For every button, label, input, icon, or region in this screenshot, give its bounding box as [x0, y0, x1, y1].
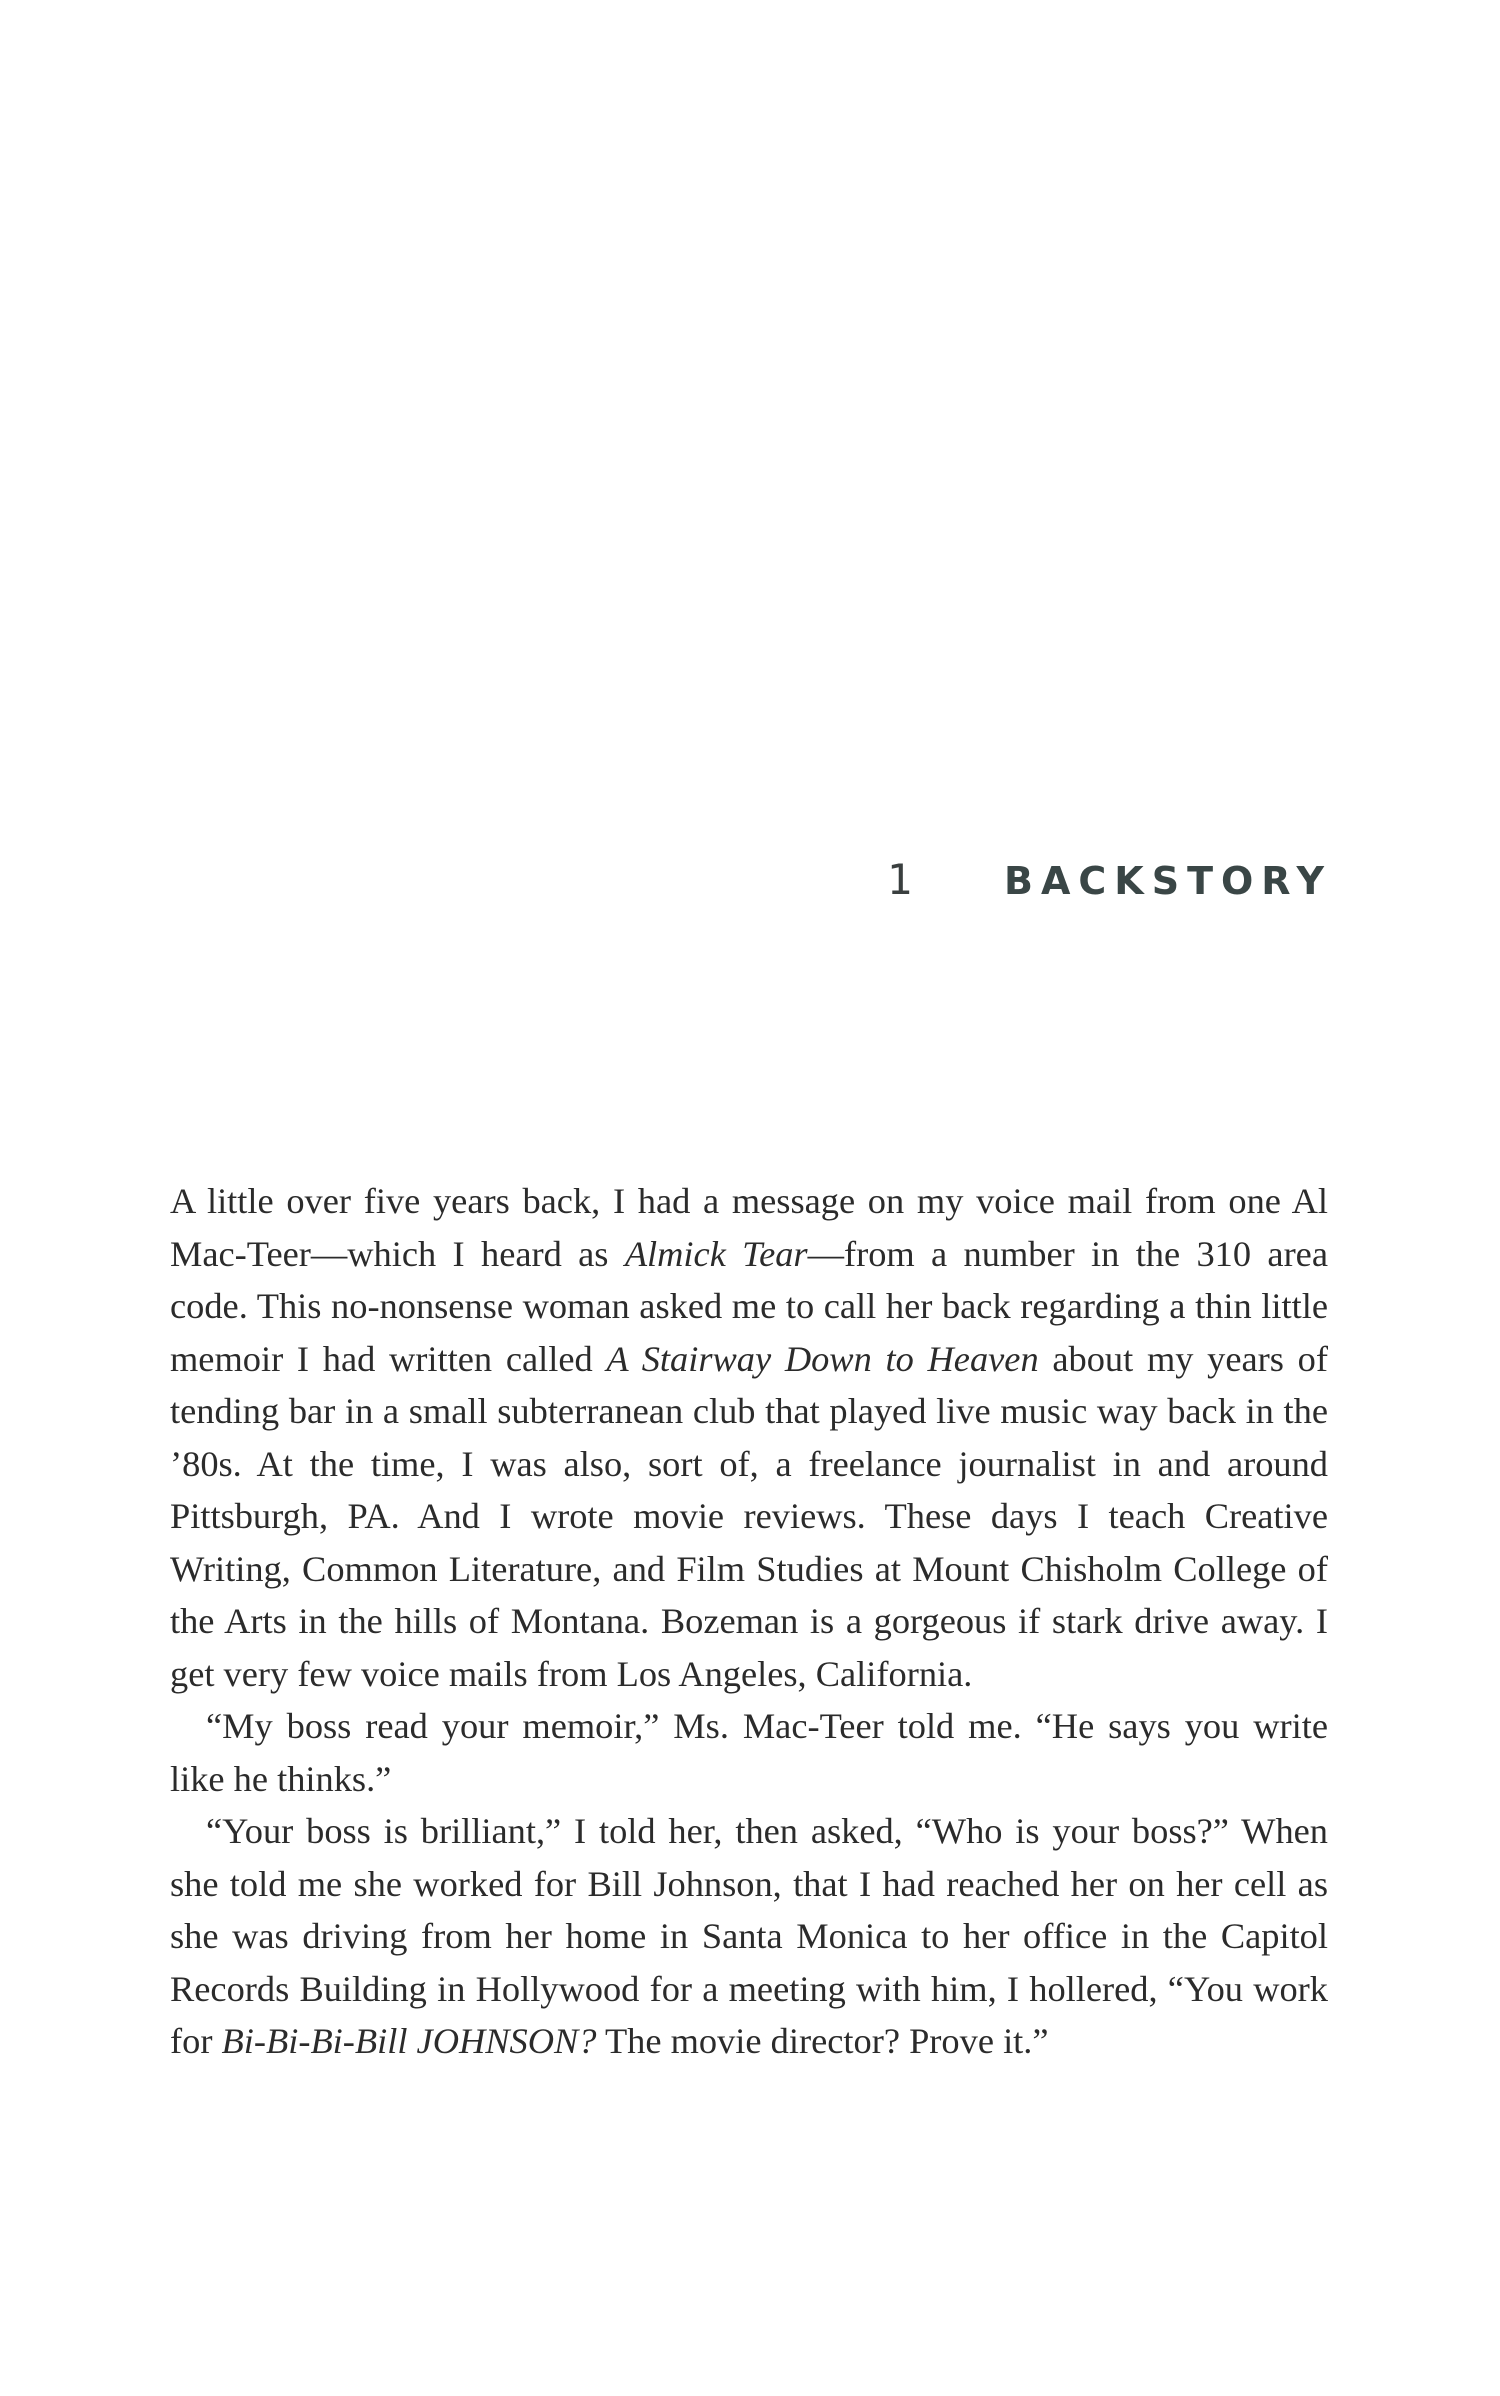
paragraph-2: [170, 1700, 1328, 1805]
chapter-body: [170, 1175, 1328, 2068]
paragraph-3-segment-1: “Your boss is brilliant,” I told her, then asked, “Who is your boss?” When she told me she worked for Bill Johnson, that I had reached her on her cell as she was driving from her home in Santa Monica to her office in the Capitol Records Building in Hollywood for a meeting with him, I hollered, “You work for: [170, 1811, 1328, 2061]
paragraph-1-segment-5: about my years of tending bar in a small subterranean club that played live music way back in the ’80s. At the time, I was also, sort of, a freelance journalist in and around Pittsburgh, PA. And I wrote movie reviews. These days I teach Creative Writing, Common Literature, and Film Studies at Mount Chisholm College of the Arts in the hills of Montana. Bozeman is a gorgeous if stark drive away. I get very few voice mails from Los Angeles, California.: [170, 1338, 1328, 1694]
paragraph-3: [170, 1805, 1328, 2068]
paragraph-3-segment-2: Bi-Bi-Bi-Bill JOHNSON?: [221, 2021, 597, 2061]
paragraph-1: [170, 1175, 1328, 1700]
chapter-number: 1: [886, 855, 912, 904]
paragraph-1-segment-2: Almick Tear: [624, 1233, 808, 1274]
paragraph-2-segment-1: “My boss read your memoir,” Ms. Mac-Teer told me. “He says you write like he thinks.”: [170, 1706, 1328, 1799]
paragraph-3-segment-3: The movie director? Prove it.”: [596, 2021, 1049, 2061]
chapter-title: BACKSTORY: [1004, 859, 1332, 903]
paragraph-1-segment-3: —from a number in the 310 area code. This no-nonsense woman asked me to call her back regarding a thin little memoir I had written called: [170, 1233, 1328, 1379]
chapter-heading: [887, 855, 1332, 904]
paragraph-1-segment-1: A little over five years back, I had a message on my voice mail from one Al Mac-Teer—which I heard as: [170, 1181, 1328, 1274]
paragraph-1-segment-4: A Stairway Down to Heaven: [606, 1338, 1039, 1379]
